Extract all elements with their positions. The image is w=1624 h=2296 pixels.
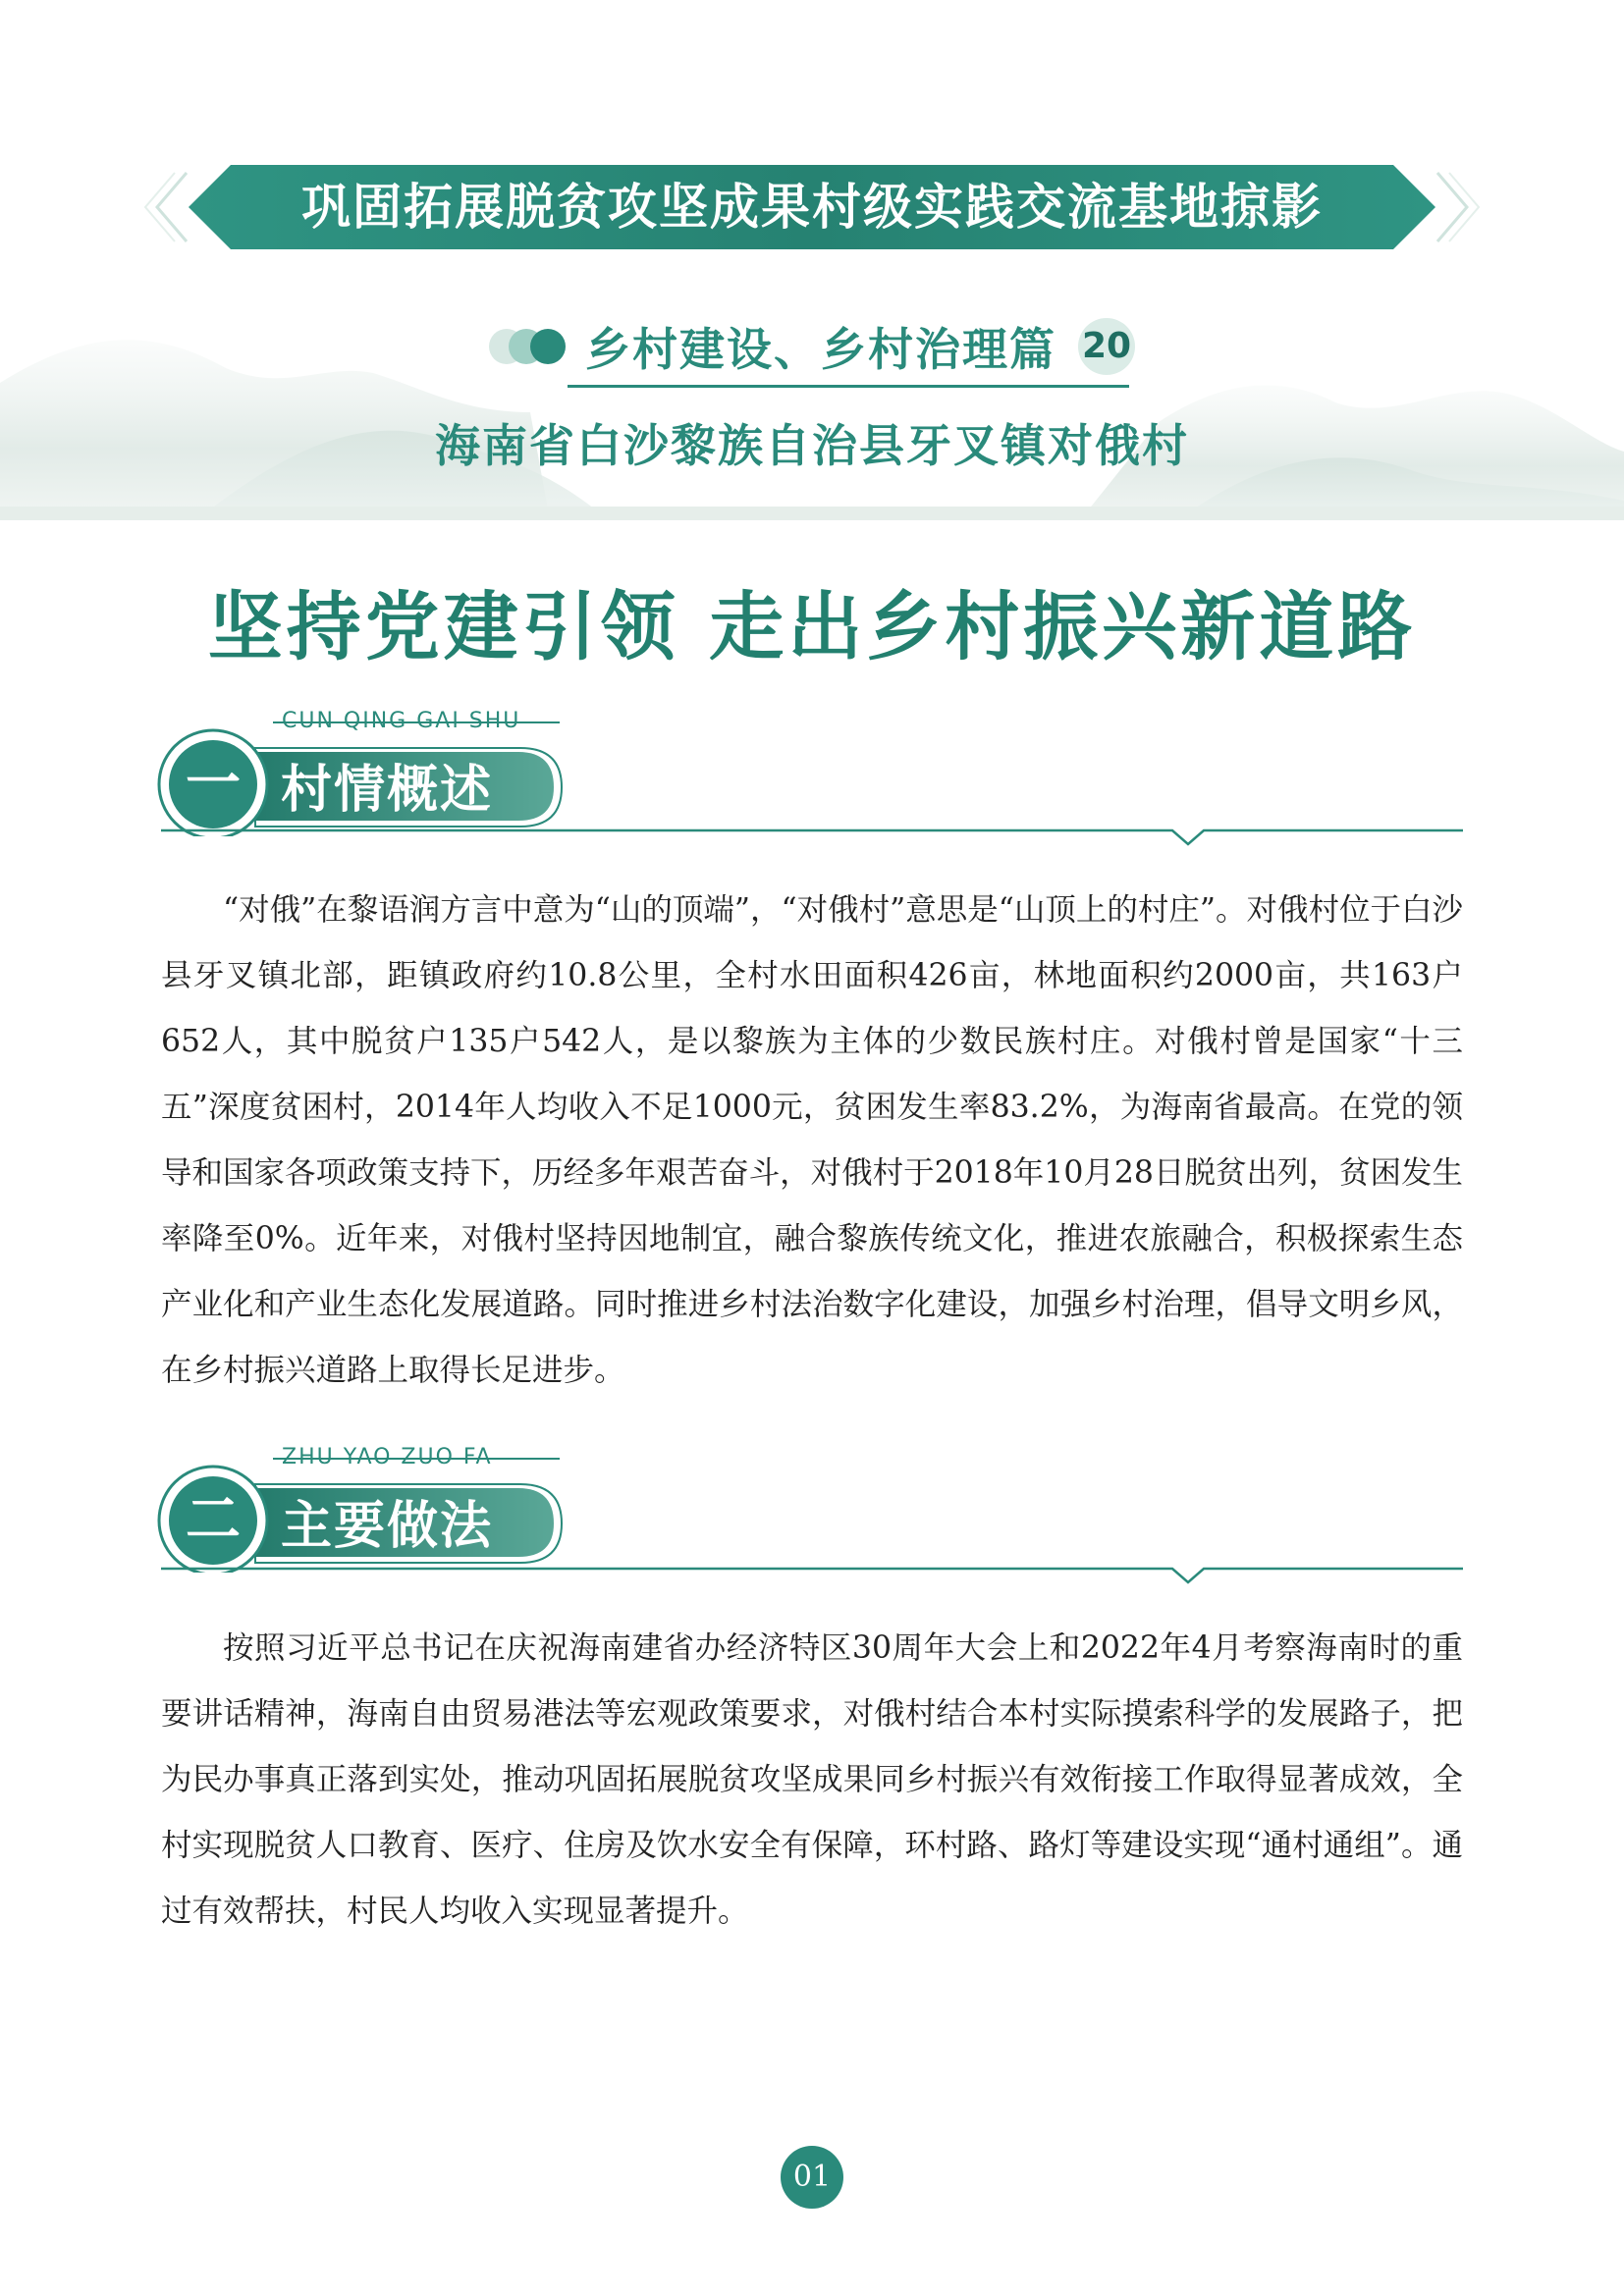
section-divider-2 bbox=[161, 1563, 1463, 1586]
section-1-paragraph: “对俄”在黎语润方言中意为“山的顶端”，“对俄村”意思是“山顶上的村庄”。对俄村位于白沙县牙叉镇北部，距镇政府约10.8公里，全村水田面积426亩，林地面积约2000亩，共163户652人，其中脱贫户135户542人，是以黎族为主体的少数民族村庄。对俄村曾是国家“十三五”深度贫困村，2014年人均收入不足1000元，贫困发生率83.2%，为海南省最高。在党的领导和国家各项政策支持下，历经多年艰苦奋斗，对俄村于2018年10月28日脱贫出列，贫困发生率降至0%。近年来，对俄村坚持因地制宜，融合黎族传统文化，推进农旅融合，积极探索生态产业化和产业生态化发展道路。同时推进乡村法治数字化建设，加强乡村治理，倡导文明乡风，在乡村振兴道路上取得长足进步。 bbox=[161, 892, 1463, 1388]
section-title: 主要做法 bbox=[281, 1497, 494, 1556]
section-pinyin: ZHU YAO ZUO FA bbox=[282, 1445, 493, 1469]
section-pinyin: CUN QING GAI SHU bbox=[282, 709, 521, 733]
section-title: 村情概述 bbox=[281, 761, 494, 820]
subtitle-underline bbox=[568, 385, 1129, 388]
section-numeral: 一 bbox=[186, 752, 241, 816]
section-numeral: 二 bbox=[186, 1488, 241, 1552]
section-heading-1 bbox=[157, 709, 569, 836]
village-name: 海南省白沙黎族自治县牙叉镇对俄村 bbox=[435, 419, 1189, 472]
decorative-dots-icon bbox=[489, 325, 568, 368]
series-subtitle-row bbox=[0, 312, 1624, 381]
section-2-paragraph: 按照习近平总书记在庆祝海南建省办经济特区30周年大会上和2022年4月考察海南时的重要讲话精神，海南自由贸易港法等宏观政策要求，对俄村结合本村实际摸索科学的发展路子，把为民办事真正落到实处，推动巩固拓展脱贫攻坚成果同乡村振兴有效衔接工作取得显著成效，全村实现脱贫人口教育、医疗、住房及饮水安全有保障，环村路、路灯等建设实现“通村通组”。通过有效帮扶，村民人均收入实现显著提升。 bbox=[161, 1630, 1463, 1929]
banner-title: 巩固拓展脱贫攻坚成果村级实践交流基地掠影 bbox=[301, 179, 1323, 236]
series-subtitle: 乡村建设、乡村治理篇 bbox=[585, 323, 1056, 376]
page-number: 01 bbox=[781, 2146, 843, 2209]
section-heading-2 bbox=[157, 1445, 569, 1573]
section-divider-1 bbox=[161, 825, 1463, 848]
main-title: 坚持党建引领 走出乡村振兴新道路 bbox=[207, 583, 1417, 670]
series-number-badge: 20 bbox=[1078, 318, 1135, 375]
